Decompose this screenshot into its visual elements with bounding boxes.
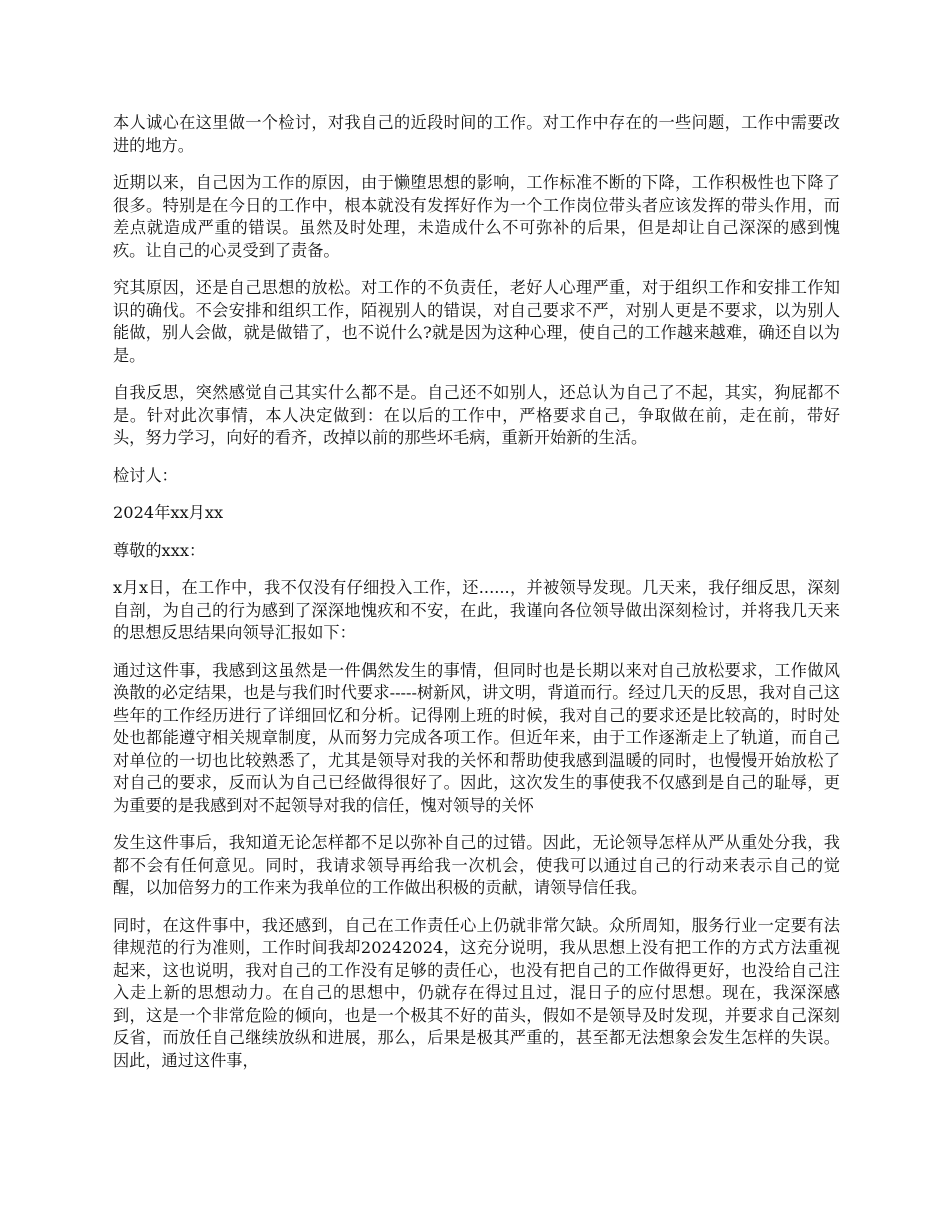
- date-line: 2024年xx月xx: [113, 503, 224, 522]
- paragraph-recent: 近期以来，自己因为工作的原因，由于懒堕思想的影响，工作标准不断的下降，工作积极性也下降了很多。特别是在今日的工作中，根本就没有发挥好作为一个工作岗位带头者应该发挥的带头作用，而差点就造成严重的错误。虽然及时处理，未造成什么不可弥补的后果，但是却让自己深深的感到愧疚。让自己的心灵受到了责备。: [113, 173, 840, 260]
- paragraph-reasons: 究其原因，还是自己思想的放松。对工作的不负责任，老好人心理严重，对于组织工作和安排工作知识的确伐。不会安排和组织工作，陌视别人的错误，对自己要求不严，对别人更是不要求，以为别人能做，别人会做，就是做错了，也不说什么?就是因为这种心理，使自己的工作越来越难，确还自以为是。: [113, 278, 840, 365]
- paragraph-analysis: 通过这件事，我感到这虽然是一件偶然发生的事情，但同时也是长期以来对自己放松要求，工作做风涣散的必定结果，也是与我们时代要求-----树新风，讲文明，背道而行。经过几天的反思，我对自己这些年的工作经历进行了详细回忆和分析。记得刚上班的时候，我对自己的要求还是比较高的，时时处处也都能遵守相关规章制度，从而努力完成各项工作。但近年来，由于工作逐渐走上了轨道，而自己对单位的一切也比较熟悉了，尤其是领导对我的关怀和帮助使我感到温暖的同时，也慢慢开始放松了对自己的要求，反而认为自己已经做得很好了。因此，这次发生的事使我不仅感到是自己的耻辱，更为重要的是我感到对不起领导对我的信任，愧对领导的关怀: [113, 660, 840, 815]
- document-page: [113, 112, 840, 1087]
- paragraph-incident: x月x日，在工作中，我不仅没有仔细投入工作，还......，并被领导发现。几天来，我仔细反思，深刻自剖，为自己的行为感到了深深地愧疚和不安，在此，我谨向各位领导做出深刻检讨，并将我几天来的思想反思结果向领导汇报如下：: [113, 578, 840, 642]
- paragraph-intro: 本人诚心在这里做一个检讨，对我自己的近段时间的工作。对工作中存在的一些问题，工作中需要改进的地方。: [113, 113, 840, 155]
- salutation: 尊敬的xxx：: [113, 540, 206, 560]
- paragraph-request: 发生这件事后，我知道无论怎样都不足以弥补自己的过错。因此，无论领导怎样从严从重处分我，我都不会有任何意见。同时，我请求领导再给我一次机会，使我可以通过自己的行动来表示自己的觉醒，以加倍努力的工作来为我单位的工作做出积极的贡献，请领导信任我。: [113, 833, 840, 897]
- signature-line: 检讨人：: [113, 465, 178, 485]
- paragraph-responsibility: 同时，在这件事中，我还感到，自己在工作责任心上仍就非常欠缺。众所周知，服务行业一定要有法律规范的行为准则，工作时间我却20242024，这充分说明，我从思想上没有把工作的方式方法重视起来，这也说明，我对自己的工作没有足够的责任心，也没有把自己的工作做得更好，也没给自己注入走上新的思想动力。在自己的思想中，仍就存在得过且过，混日子的应付思想。现在，我深深感到，这是一个非常危险的倾向，也是一个极其不好的苗头，假如不是领导及时发现，并要求自己深刻反省，而放任自己继续放纵和进展，那么，后果是极其严重的，甚至都无法想象会发生怎样的失误。因此，通过这件事，: [113, 915, 840, 1070]
- paragraph-self-reflection: 自我反思，突然感觉自己其实什么都不是。自己还不如别人，还总认为自己了不起，其实，狗屁都不是。针对此次事情，本人决定做到：在以后的工作中，严格要求自己，争取做在前，走在前，带好头，努力学习，向好的看齐，改掉以前的那些坏毛病，重新开始新的生活。: [113, 383, 840, 447]
